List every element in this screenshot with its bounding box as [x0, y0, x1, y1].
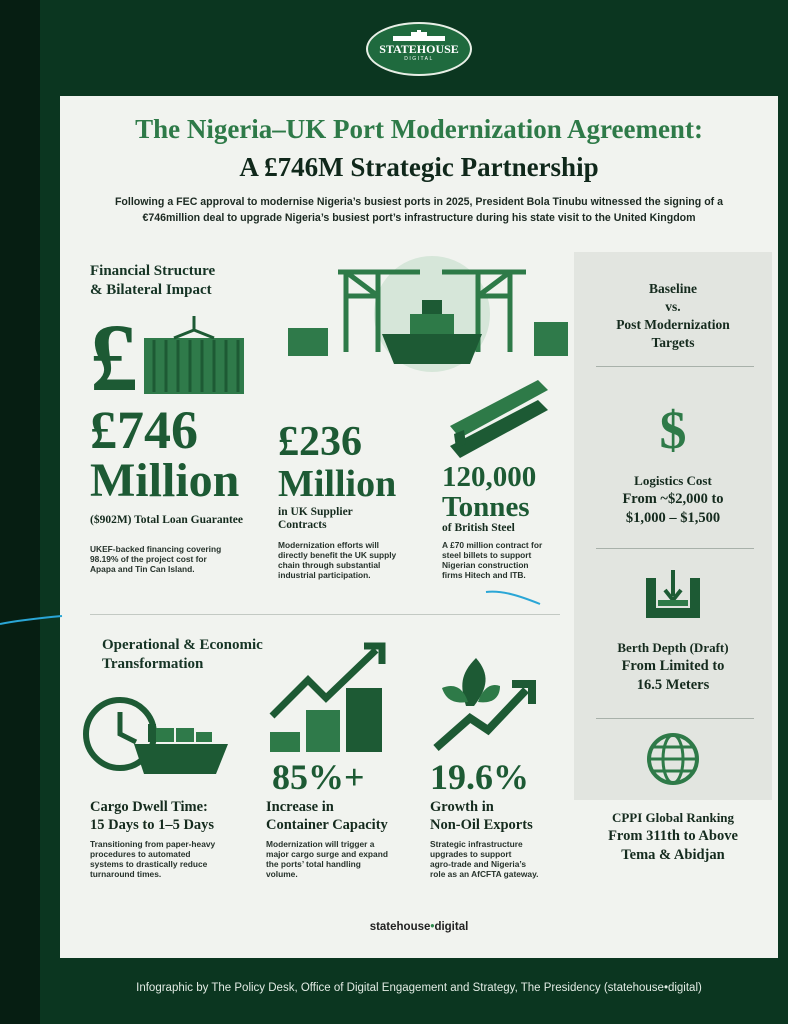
svg-text:£: £	[90, 304, 138, 411]
port-cranes-icon	[282, 252, 572, 372]
stat1-unit: Million	[90, 454, 240, 507]
item3-title-line: Non-Oil Exports	[430, 817, 533, 833]
item1-desc-line: turnaround times.	[90, 869, 162, 879]
brand-mark	[60, 921, 778, 933]
item1-desc-line: systems to drastically reduce	[90, 859, 208, 869]
operational-heading-line-1: Operational & Economic	[102, 637, 263, 653]
growth-containers-icon	[266, 642, 394, 754]
item2-desc-line: volume.	[266, 869, 298, 879]
item1-title-line: Cargo Dwell Time:	[90, 799, 208, 815]
operational-heading-line-2: Transformation	[102, 656, 204, 672]
intro-text: Following a FEC approval to modernise Nigeria’s busiest ports in 2025, President Bola Tinubu witnessed the signing of a €746million deal to upgrade Nigeria’s busiest port’s infrastructure during his state visit to the United Kingdom	[114, 196, 724, 224]
stat2-desc-line: chain through substantial	[278, 560, 381, 570]
stat2-desc-line: industrial participation.	[278, 570, 371, 580]
item2-desc-line: Modernization will trigger a	[266, 839, 375, 849]
logistics-line-1: From ~$2,000 to	[622, 491, 724, 507]
sidebar-heading-line: Post Modernization	[616, 317, 730, 332]
stat3-unit: Tonnes	[442, 491, 530, 523]
berth-line-2: 16.5 Meters	[636, 677, 710, 693]
financial-heading-line-1: Financial Structure	[90, 263, 216, 279]
steel-beam-icon	[444, 376, 552, 460]
sidebar-heading-line: Targets	[651, 335, 695, 350]
item3-desc-line: role as an AfCFTA gateway.	[430, 869, 539, 879]
item1-desc-line: Transitioning from paper-heavy	[90, 839, 216, 849]
berth-depth-icon	[644, 570, 702, 622]
stat2-label	[278, 506, 353, 532]
item1-title-line: 15 Days to 1–5 Days	[90, 817, 215, 833]
item2-desc-line: major cargo surge and expand	[266, 849, 388, 859]
item2-description	[266, 839, 388, 879]
brand-left: statehouse	[369, 921, 431, 933]
targets-sidebar	[574, 252, 772, 800]
financial-heading	[90, 262, 215, 300]
berth-title: Berth Depth (Draft)	[617, 640, 729, 655]
bezel-edge	[0, 0, 40, 1024]
item2-value: 85%+	[272, 757, 365, 797]
stat2-desc-line: Modernization efforts will	[278, 540, 379, 550]
clock-ship-icon	[78, 694, 238, 784]
item2-title-line: Increase in	[266, 799, 334, 815]
item2-title-line: Container Capacity	[266, 817, 388, 833]
pound-container-icon	[90, 304, 250, 411]
sidebar-rule	[596, 718, 754, 719]
brand-right: digital	[434, 921, 469, 933]
sidebar-item-cppi	[574, 808, 772, 865]
cppi-line-2: Tema & Abidjan	[621, 847, 725, 863]
stat1-desc-line: UKEF-backed financing covering	[90, 544, 222, 554]
stat2-label-line: Contracts	[278, 519, 327, 531]
sidebar-item-logistics	[574, 471, 772, 528]
sidebar-heading-line: Baseline	[648, 281, 697, 296]
item3-desc-line: agro-trade and Nigeria’s	[430, 859, 527, 869]
stat3-amount: 120,000	[442, 461, 537, 493]
stat2-desc-line: directly benefit the UK supply	[278, 550, 397, 560]
infographic	[60, 96, 778, 958]
logo-sub: DIGITAL	[404, 56, 434, 62]
item3-desc-line: upgrades to support	[430, 849, 512, 859]
item3-description	[430, 839, 538, 879]
sidebar-rule	[596, 366, 754, 367]
brand-dot: •	[430, 921, 435, 933]
stat3-desc-line: firms Hitech and ITB.	[442, 570, 526, 580]
sidebar-item-berth	[574, 638, 772, 695]
berth-line-1: From Limited to	[621, 658, 725, 674]
section-divider	[90, 614, 560, 615]
sidebar-rule	[596, 548, 754, 549]
dollar-icon	[656, 400, 690, 460]
logo-word: STATEHOUSE	[379, 42, 459, 56]
title-line-2: A £746M Strategic Partnership	[239, 152, 599, 182]
credit-line: Infographic by The Policy Desk, Office of Digital Engagement and Strategy, The Presidency (statehouse•digital)	[136, 982, 702, 994]
stat3-desc-line: Nigerian construction	[442, 560, 529, 570]
stat1-desc-line: Apapa and Tin Can Island.	[90, 564, 195, 574]
stat3-description	[442, 540, 542, 580]
plant-growth-icon	[430, 646, 540, 754]
item3-title	[430, 798, 533, 834]
logistics-title: Logistics Cost	[634, 473, 712, 488]
operational-heading	[102, 636, 263, 674]
sidebar-heading	[574, 280, 772, 352]
stat2-amount: £236	[278, 419, 362, 465]
globe-icon	[646, 732, 700, 786]
cppi-title: CPPI Global Ranking	[611, 810, 735, 825]
stat3-label: of British Steel	[442, 522, 515, 534]
item1-title	[90, 798, 214, 834]
item3-value: 19.6%	[430, 757, 529, 797]
logistics-line-2: $1,000 – $1,500	[625, 510, 721, 526]
stat2-label-line: in UK Supplier	[278, 506, 353, 518]
stat1-label: ($902M) Total Loan Guarantee	[90, 514, 244, 526]
stat3-desc-line: steel billets to support	[442, 550, 532, 560]
stat1-desc-line: 98.19% of the project cost for	[90, 554, 207, 564]
item1-desc-line: procedures to automated	[90, 849, 191, 859]
title-line-1: The Nigeria–UK Port Modernization Agreement:	[135, 114, 703, 144]
svg-text:$: $	[659, 400, 687, 460]
item2-title	[266, 798, 388, 834]
building-icon	[391, 30, 447, 42]
financial-heading-line-2: & Bilateral Impact	[90, 282, 212, 298]
item3-desc-line: Strategic infrastructure	[430, 839, 523, 849]
item1-description	[90, 839, 215, 879]
cppi-line-1: From 311th to Above	[608, 828, 738, 844]
stat3-desc-line: A £70 million contract for	[442, 540, 543, 550]
stat1-amount: £746	[90, 400, 198, 460]
stat2-unit: Million	[278, 463, 397, 505]
item3-title-line: Growth in	[430, 799, 494, 815]
statehouse-logo	[366, 22, 472, 76]
stat1-description	[90, 544, 221, 574]
item2-desc-line: the ports’ total handling	[266, 859, 361, 869]
sidebar-heading-line: vs.	[665, 299, 681, 314]
stat2-description	[278, 540, 396, 580]
